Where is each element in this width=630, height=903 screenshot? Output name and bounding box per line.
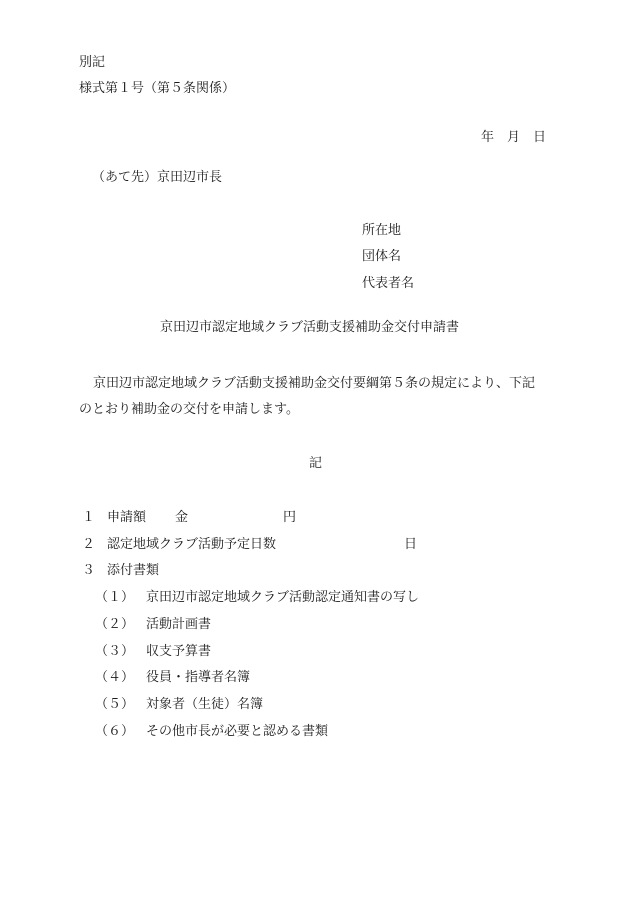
body-text-line-1: 京田辺市認定地域クラブ活動支援補助金交付要綱第５条の規定により、下記 — [93, 376, 536, 391]
attachment-number: （６） — [95, 724, 135, 739]
attachment-number: （５） — [95, 697, 135, 712]
item-row-3 — [82, 564, 104, 577]
item-number: ３ — [82, 563, 96, 578]
item-kin-label: 金 — [175, 510, 189, 525]
attachment-item: 役員・指導者名簿 — [146, 670, 251, 685]
item-number: ２ — [82, 537, 96, 552]
attachment-item: 収支予算書 — [146, 644, 212, 659]
item-days-unit: 日 — [404, 537, 418, 552]
attachment-number: （３） — [95, 644, 135, 659]
attachment-item: 京田辺市認定地域クラブ活動認定通知書の写し — [146, 590, 420, 605]
item-row-1 — [82, 511, 104, 524]
organization-label: 団体名 — [362, 249, 402, 264]
item-label-application-amount: 申請額 — [107, 510, 147, 525]
item-row-2 — [82, 538, 104, 551]
representative-label: 代表者名 — [362, 276, 415, 291]
form-number: 様式第１号（第５条関係） — [79, 81, 236, 96]
attachment-number: （１） — [95, 590, 135, 605]
addressee: （あて先）京田辺市長 — [92, 170, 223, 185]
date-line: 年 月 日 — [481, 130, 547, 145]
address-label: 所在地 — [362, 223, 402, 238]
item-number: １ — [82, 510, 96, 525]
item-label-activity-days: 認定地域クラブ活動予定日数 — [107, 537, 277, 552]
attachment-item: 対象者（生徒）名簿 — [146, 697, 264, 712]
document-title: 京田辺市認定地域クラブ活動支援補助金交付申請書 — [160, 320, 460, 335]
annex-label: 別記 — [79, 55, 106, 70]
body-text-line-2: のとおり補助金の交付を申請します。 — [79, 402, 299, 417]
attachment-number: （４） — [95, 670, 135, 685]
attachment-number: （２） — [95, 617, 135, 632]
item-yen-unit: 円 — [283, 510, 297, 525]
item-label-attachments: 添付書類 — [107, 563, 160, 578]
attachment-item: 活動計画書 — [146, 617, 212, 632]
ki-heading: 記 — [309, 456, 323, 471]
attachment-item: その他市長が必要と認める書類 — [146, 724, 329, 739]
